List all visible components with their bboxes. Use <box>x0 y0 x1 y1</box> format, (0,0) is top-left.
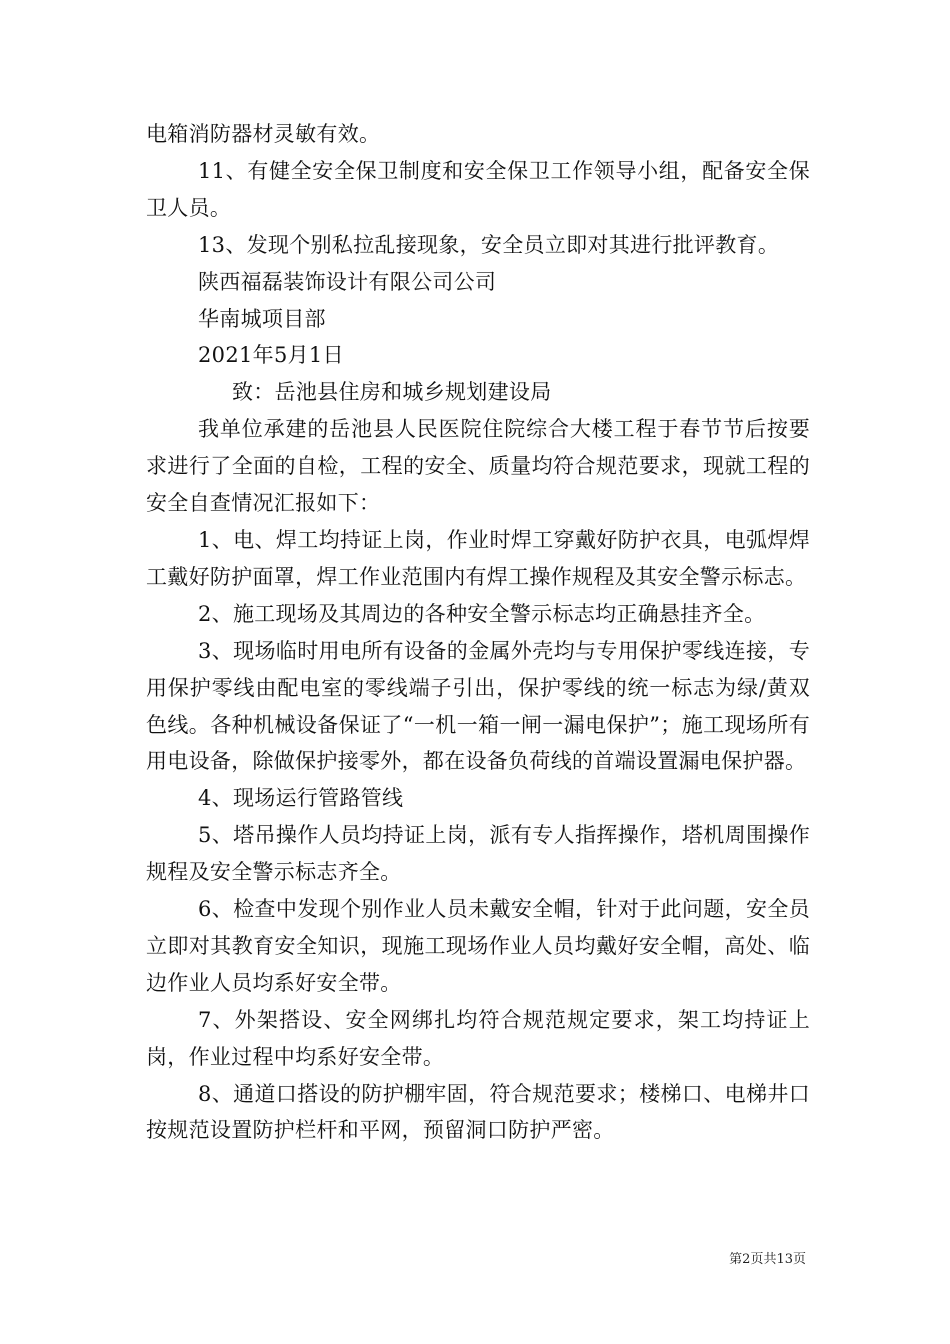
paragraph-item-4: 4、现场运行管路管线 <box>198 786 404 811</box>
document-body <box>146 116 810 1149</box>
report-date: 2021年5月1日 <box>198 343 344 368</box>
paragraph-item-3: 3、现场临时用电所有设备的金属外壳均与专用保护零线连接，专用保护零线由配电室的零线端子引出，保护零线的统一标志为绿/黄双色线。各种机械设备保证了“一机一箱一闸一漏电保护”；施工现场所有用电设备，除做保护接零外，都在设备负荷线的首端设置漏电保护器。 <box>146 638 810 774</box>
paragraph-item-13: 13、发现个别私拉乱接现象，安全员立即对其进行批评教育。 <box>198 232 780 257</box>
paragraph-item-8: 8、通道口搭设的防护棚牢固，符合规范要求；楼梯口、电梯井口按规范设置防护栏杆和平网，预留洞口防护严密。 <box>146 1081 810 1143</box>
page-number: 第2页共13页 <box>729 1252 806 1267</box>
paragraph-item-6: 6、检查中发现个别作业人员未戴安全帽，针对于此问题，安全员立即对其教育安全知识，现施工现场作业人员均戴好安全帽，高处、临边作业人员均系好安全带。 <box>146 897 810 995</box>
addressee: 致：岳池县住房和城乡规划建设局 <box>232 380 552 405</box>
paragraph-continuation: 电箱消防器材灵敏有效。 <box>146 122 381 146</box>
paragraph-item-5: 5、塔吊操作人员均持证上岗，派有专人指挥操作，塔机周围操作规程及安全警示标志齐全。 <box>146 823 810 885</box>
project-department: 华南城项目部 <box>198 306 326 331</box>
company-name: 陕西福磊装饰设计有限公司公司 <box>198 269 497 294</box>
paragraph-item-2: 2、施工现场及其周边的各种安全警示标志均正确悬挂齐全。 <box>198 601 766 626</box>
paragraph-item-11: 11、有健全安全保卫制度和安全保卫工作领导小组，配备安全保卫人员。 <box>146 158 810 220</box>
intro-paragraph: 我单位承建的岳池县人民医院住院综合大楼工程于春节节后按要求进行了全面的自检，工程的安全、质量均符合规范要求，现就工程的安全自查情况汇报如下： <box>146 417 810 516</box>
paragraph-item-7: 7、外架搭设、安全网绑扎均符合规范规定要求，架工均持证上岗，作业过程中均系好安全带。 <box>146 1007 810 1069</box>
paragraph-item-1: 1、电、焊工均持证上岗，作业时焊工穿戴好防护衣具，电弧焊焊工戴好防护面罩，焊工作业范围内有焊工操作规程及其安全警示标志。 <box>146 527 810 589</box>
